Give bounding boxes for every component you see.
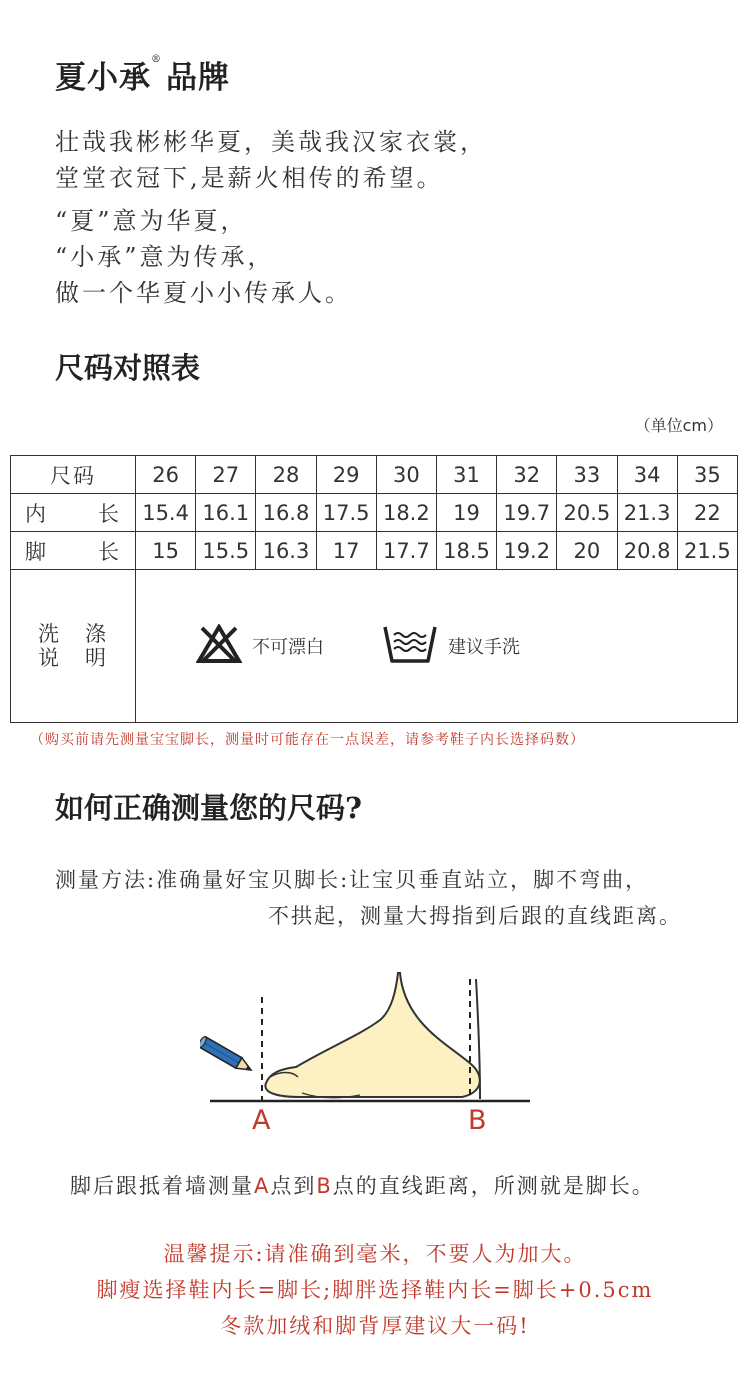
- table-cell: 17.5: [316, 494, 376, 532]
- table-cell: 17: [316, 532, 376, 570]
- table-cell: 16.1: [196, 494, 256, 532]
- table-row-care: [11, 570, 738, 723]
- row-label-size: 尺码: [11, 456, 136, 494]
- point-b-label: B: [468, 1105, 487, 1136]
- unit-label: （单位cm）: [634, 416, 723, 435]
- table-cell: 34: [617, 456, 677, 494]
- care-item-label: 不可漂白: [252, 637, 324, 658]
- care-items: [136, 623, 737, 670]
- tip-line-1: 温馨提示:请准确到毫米，不要人为加大。: [163, 1242, 587, 1266]
- care-label-top: 洗 涤: [38, 622, 108, 646]
- measure-caption: [70, 1170, 655, 1200]
- table-cell: 18.2: [376, 494, 436, 532]
- row-label-inner-length: 内 长: [11, 494, 136, 532]
- table-cell: 28: [256, 456, 316, 494]
- table-cell: 16.8: [256, 494, 316, 532]
- table-cell: 20.5: [557, 494, 617, 532]
- caption-point-a: A: [254, 1174, 271, 1198]
- tip-line-2: 脚瘦选择鞋内长=脚长;脚胖选择鞋内长=脚长+0.5cm: [96, 1278, 654, 1302]
- care-item-no-bleach: [196, 624, 324, 669]
- no-bleach-icon: [196, 624, 242, 669]
- table-cell: 17.7: [376, 532, 436, 570]
- caption-point-b: B: [316, 1174, 333, 1198]
- foot-shape: [265, 973, 479, 1097]
- purchase-note: （购买前请先测量宝宝脚长，测量时可能存在一点误差，请参考鞋子内长选择码数）: [30, 732, 585, 748]
- table-cell: 35: [677, 456, 737, 494]
- table-cell: 20: [557, 532, 617, 570]
- table-cell: 16.3: [256, 532, 316, 570]
- table-cell: 19: [436, 494, 496, 532]
- table-cell: 32: [497, 456, 557, 494]
- table-cell: 18.5: [436, 532, 496, 570]
- caption-part-3: 点的直线距离，所测就是脚长。: [332, 1174, 655, 1198]
- table-row-foot-length: [11, 532, 738, 570]
- registered-mark: ®: [151, 54, 162, 65]
- table-row-inner-length: [11, 494, 738, 532]
- size-chart-title: 尺码对照表: [55, 351, 201, 385]
- table-cell: 19.2: [497, 532, 557, 570]
- care-item-hand-wash: [382, 623, 520, 670]
- point-a-label: A: [252, 1105, 271, 1136]
- poem-line-5: 做一个华夏小小传承人。: [55, 279, 352, 307]
- method-line-2: 不拱起，测量大拇指到后跟的直线距离。: [268, 904, 682, 928]
- table-cell: 22: [677, 494, 737, 532]
- care-instructions-cell: [136, 570, 738, 723]
- pencil-icon: [200, 1036, 254, 1076]
- poem-line-1: 壮哉我彬彬华夏，美哉我汉家衣裳，: [55, 128, 487, 156]
- poem-line-2: 堂堂衣冠下,是薪火相传的希望。: [55, 164, 444, 192]
- table-cell: 15: [136, 532, 196, 570]
- table-cell: 21.3: [617, 494, 677, 532]
- care-item-label: 建议手洗: [448, 637, 520, 658]
- table-cell: 29: [316, 456, 376, 494]
- table-cell: 31: [436, 456, 496, 494]
- measure-title: 如何正确测量您的尺码?: [55, 791, 362, 825]
- table-cell: 20.8: [617, 532, 677, 570]
- size-table: [10, 455, 738, 723]
- brand-title: [55, 52, 230, 97]
- table-cell: 21.5: [677, 532, 737, 570]
- table-cell: 33: [557, 456, 617, 494]
- caption-part-1: 脚后跟抵着墙测量: [70, 1174, 254, 1198]
- care-label: [38, 622, 108, 670]
- care-label-cell: [11, 570, 136, 723]
- caption-part-2: 点到: [270, 1174, 317, 1198]
- brand-name: 夏小承: [55, 60, 151, 96]
- table-cell: 26: [136, 456, 196, 494]
- poem-line-3: “夏”意为华夏，: [55, 207, 248, 235]
- tip-line-3: 冬款加绒和脚背厚建议大一码!: [220, 1314, 530, 1338]
- brand-suffix: 品牌: [166, 60, 230, 96]
- method-line-1: 测量方法:准确量好宝贝脚长:让宝贝垂直站立，脚不弯曲，: [55, 868, 649, 892]
- table-cell: 30: [376, 456, 436, 494]
- table-cell: 15.4: [136, 494, 196, 532]
- table-cell: 15.5: [196, 532, 256, 570]
- table-cell: 27: [196, 456, 256, 494]
- poem-line-4: “小承”意为传承，: [55, 243, 275, 271]
- row-label-foot-length: 脚 长: [11, 532, 136, 570]
- table-cell: 19.7: [497, 494, 557, 532]
- foot-measure-illustration: [200, 965, 540, 1145]
- care-label-bottom: 说 明: [38, 646, 108, 670]
- table-row-size: [11, 456, 738, 494]
- hand-wash-icon: [382, 623, 438, 670]
